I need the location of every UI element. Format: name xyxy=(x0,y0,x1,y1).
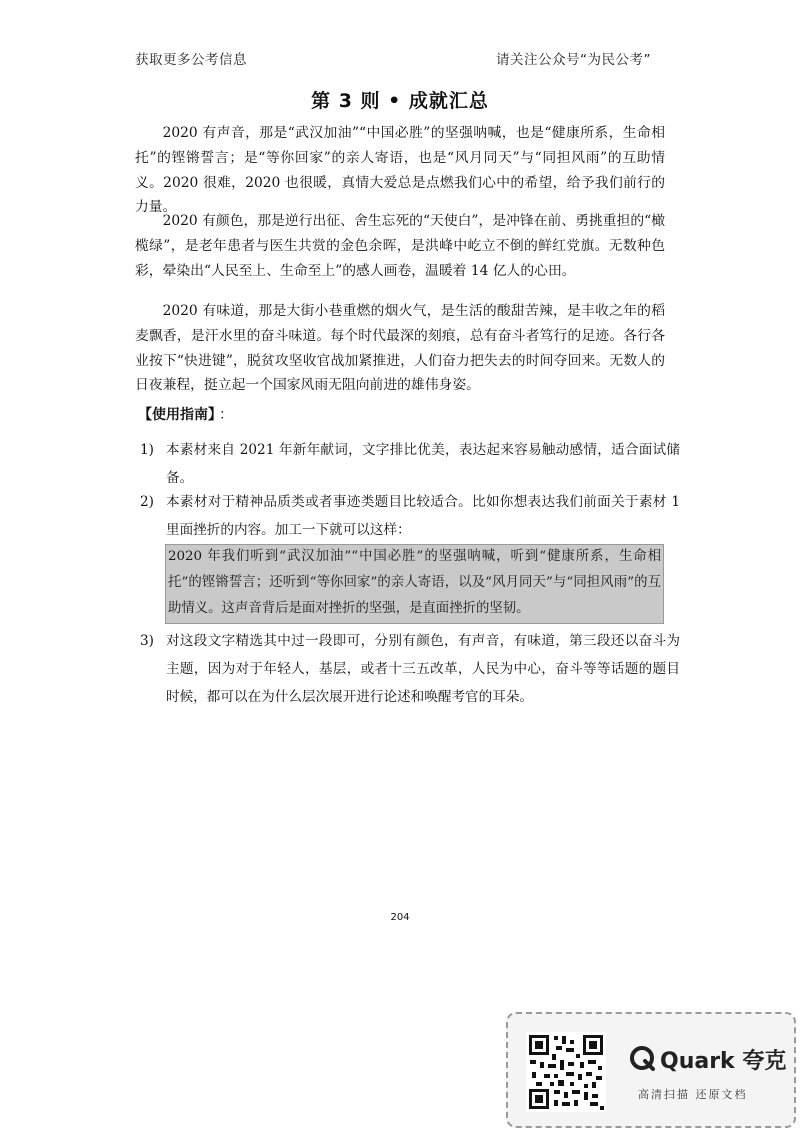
quark-scan-badge xyxy=(506,1012,796,1128)
guide-item-text: 对这段文字精选其中过一段即可，分别有颜色，有声音，有味道，第三段还以奋斗为主题，因为对于年轻人，基层，或者十三五改革，人民为中心，奋斗等等话题的题目时候，都可以在为什么层次展开进行论述和唤醒考官的耳朵。 xyxy=(166,633,680,705)
quark-logo-icon xyxy=(630,1046,656,1072)
qr-code-icon[interactable] xyxy=(526,1032,606,1112)
guide-item xyxy=(140,436,680,492)
guide-item xyxy=(140,627,680,711)
page-title: 第 3 则 • 成就汇总 xyxy=(311,90,489,112)
guide-item-number: 3) xyxy=(140,633,154,649)
paragraph-color: 2020 有颜色，那是逆行出征、舍生忘死的“天使白”，是冲锋在前、勇挑重担的“橄榄绿”，是老年患者与医生共赏的金色余晖，是洪峰中屹立不倒的鲜红党旗。无数种色彩，晕染出“人民至上、生命至上”的感人画卷，温暖着 14 亿人的心田。 xyxy=(135,213,665,279)
paragraph-sound: 2020 有声音，那是“武汉加油”“中国必胜”的坚强呐喊，也是“健康所系，生命相托”的铿锵誓言；是“等你回家”的亲人寄语，也是“风月同天”与“同担风雨”的互助情义。2020 很难，2020 也很暖，真情大爱总是点燃我们心中的希望，给予我们前行的力量。 xyxy=(135,125,665,216)
header-left-text: 获取更多公考信息 xyxy=(135,52,247,68)
guide-heading-colon: ： xyxy=(219,407,233,423)
quark-brand-name: Quark 夸克 xyxy=(660,1049,787,1074)
page-number: 204 xyxy=(390,912,410,923)
paragraph-taste: 2020 有味道，那是大街小巷重燃的烟火气，是生活的酸甜苦辣，是丰收之年的稻麦飘香，是汗水里的奋斗味道。每个时代最深的刻痕，总有奋斗者笃行的足迹。各行各业按下“快进键”，脱贫攻坚收官战加紧推进，人们奋力把失去的时间夺回来。无数人的日夜兼程，挺立起一个国家风雨无阻向前进的雄伟身姿。 xyxy=(135,303,665,394)
guide-item-text: 本素材对于精神品质类或者事迹类题目比较适合。比如你想表达我们前面关于素材 1 里面挫折的内容。加工一下就可以这样： xyxy=(166,494,680,538)
quark-slogan: 高清扫描 还原文档 xyxy=(638,1088,748,1101)
quote-example-text: 2020 年我们听到“武汉加油”“中国必胜”的坚强呐喊，听到“健康所系，生命相托”的铿锵誓言；还听到“等你回家”的亲人寄语，以及“风月同天”与“同担风雨”的互助情义。这声音背后是面对挫折的坚强，是直面挫折的坚韧。 xyxy=(168,549,661,616)
guide-heading-label: 【使用指南】 xyxy=(138,407,215,423)
guide-item-text: 本素材来自 2021 年新年献词，文字排比优美，表达起来容易触动感情，适合面试储备。 xyxy=(166,442,680,486)
guide-heading xyxy=(138,404,233,424)
guide-item-number: 1) xyxy=(140,442,154,458)
header-right-text: 请关注公众号“为民公考” xyxy=(496,52,651,68)
guide-item xyxy=(140,488,680,544)
guide-item-number: 2) xyxy=(140,494,154,510)
